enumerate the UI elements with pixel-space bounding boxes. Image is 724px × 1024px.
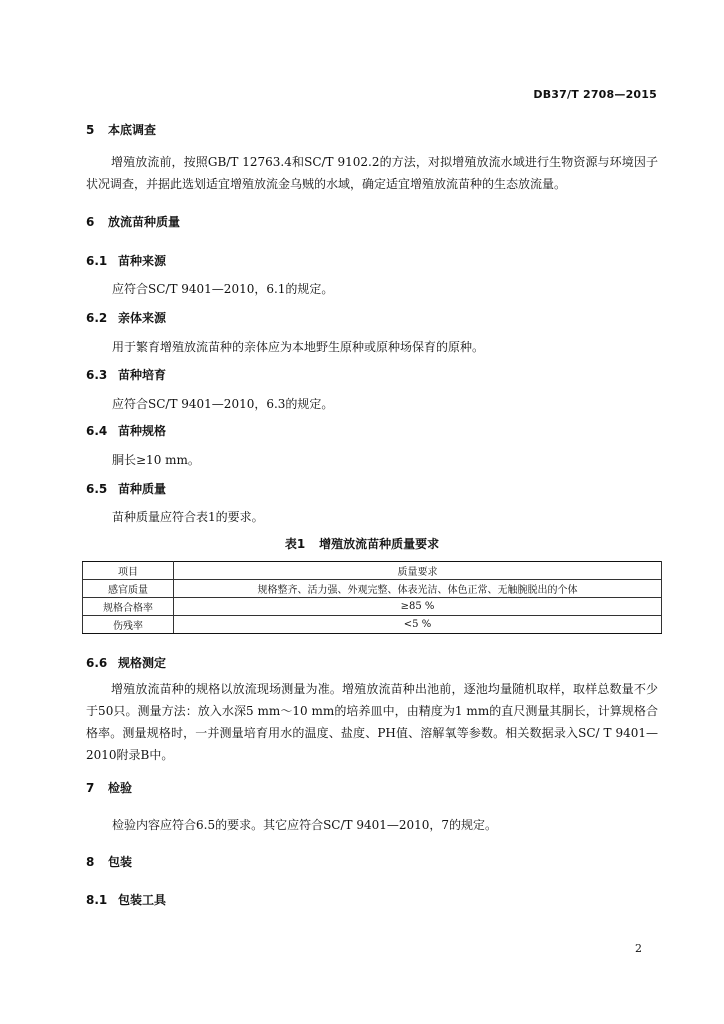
heading-number: 6.4 [86, 424, 108, 438]
text-6-4: 胴长≥10 mm。 [112, 453, 200, 467]
heading-number: 6.1 [86, 254, 108, 268]
heading-number: 6.5 [86, 482, 108, 496]
heading-title: 包装 [108, 855, 133, 869]
heading-title: 苗种质量 [118, 482, 167, 496]
heading-title: 包装工具 [118, 893, 167, 907]
table-cell: 规格整齐、活力强、外观完整、体表光洁、体色正常、无触腕脱出的个体 [174, 580, 662, 598]
text-6-1: 应符合SC/T 9401—2010，6.1的规定。 [112, 282, 334, 296]
heading-5 [86, 121, 156, 138]
text-6-3: 应符合SC/T 9401—2010，6.3的规定。 [112, 397, 334, 411]
heading-number: 6.6 [86, 656, 108, 670]
text-7: 检验内容应符合6.5的要求。其它应符合SC/T 9401—2010，7的规定。 [112, 818, 498, 832]
heading-6-1 [86, 252, 166, 269]
heading-8-1 [86, 891, 166, 908]
heading-number: 6.2 [86, 311, 108, 325]
table-cell: <5 % [174, 616, 662, 634]
text-6-2: 用于繁育增殖放流苗种的亲体应为本地野生原种或原种场保育的原种。 [112, 340, 485, 354]
heading-title: 检验 [108, 781, 133, 795]
page-number: 2 [635, 942, 642, 955]
standard-code: DB37/T 2708—2015 [533, 88, 657, 101]
table-cell: ≥85 % [174, 598, 662, 616]
heading-title: 规格测定 [118, 656, 167, 670]
heading-6-5 [86, 480, 166, 497]
heading-title: 亲体来源 [118, 311, 167, 325]
table-caption-title: 增殖放流苗种质量要求 [319, 537, 440, 551]
quality-requirements-table [82, 561, 662, 634]
table-header-cell: 项目 [83, 562, 174, 580]
heading-6-4 [86, 422, 166, 439]
heading-number: 8.1 [86, 893, 108, 907]
heading-7 [86, 779, 132, 796]
table-caption-number: 表1 [284, 537, 306, 551]
table-cell: 规格合格率 [83, 598, 174, 616]
table-row [83, 580, 662, 598]
table-header-cell: 质量要求 [174, 562, 662, 580]
heading-number: 5 [86, 123, 95, 137]
heading-6 [86, 213, 180, 230]
heading-number: 8 [86, 855, 95, 869]
heading-number: 6 [86, 215, 95, 229]
heading-title: 苗种培育 [118, 368, 167, 382]
table-header-row [83, 562, 662, 580]
heading-title: 本底调查 [108, 123, 157, 137]
table-row [83, 616, 662, 634]
heading-number: 6.3 [86, 368, 108, 382]
table-row [83, 598, 662, 616]
heading-title: 苗种来源 [118, 254, 167, 268]
heading-title: 放流苗种质量 [108, 215, 181, 229]
heading-6-3 [86, 366, 166, 383]
heading-6-2 [86, 309, 166, 326]
paragraph-5: 增殖放流前，按照GB/T 12763.4和SC/T 9102.2的方法，对拟增殖放流水域进行生物资源与环境因子状况调查，并据此选划适宜增殖放流金乌贼的水域，确定适宜增殖放流苗种的生态放流量。 [86, 155, 658, 191]
text-6-5: 苗种质量应符合表1的要求。 [112, 510, 264, 524]
heading-number: 7 [86, 781, 95, 795]
table-caption [0, 535, 724, 552]
heading-title: 苗种规格 [118, 424, 167, 438]
heading-8 [86, 853, 132, 870]
table-cell: 伤残率 [83, 616, 174, 634]
table-cell: 感官质量 [83, 580, 174, 598]
paragraph-6-6: 增殖放流苗种的规格以放流现场测量为准。增殖放流苗种出池前，逐池均量随机取样，取样总数量不少于50只。测量方法：放入水深5 mm～10 mm的培养皿中，由精度为1 mm的直尺测量其胴长，计算规格合格率。测量规格时，一并测量培育用水的温度、盐度、PH值、溶解氧等参数。相关数据录入SC/ T 9401—2010附录B中。 [86, 682, 658, 762]
heading-6-6 [86, 654, 166, 671]
